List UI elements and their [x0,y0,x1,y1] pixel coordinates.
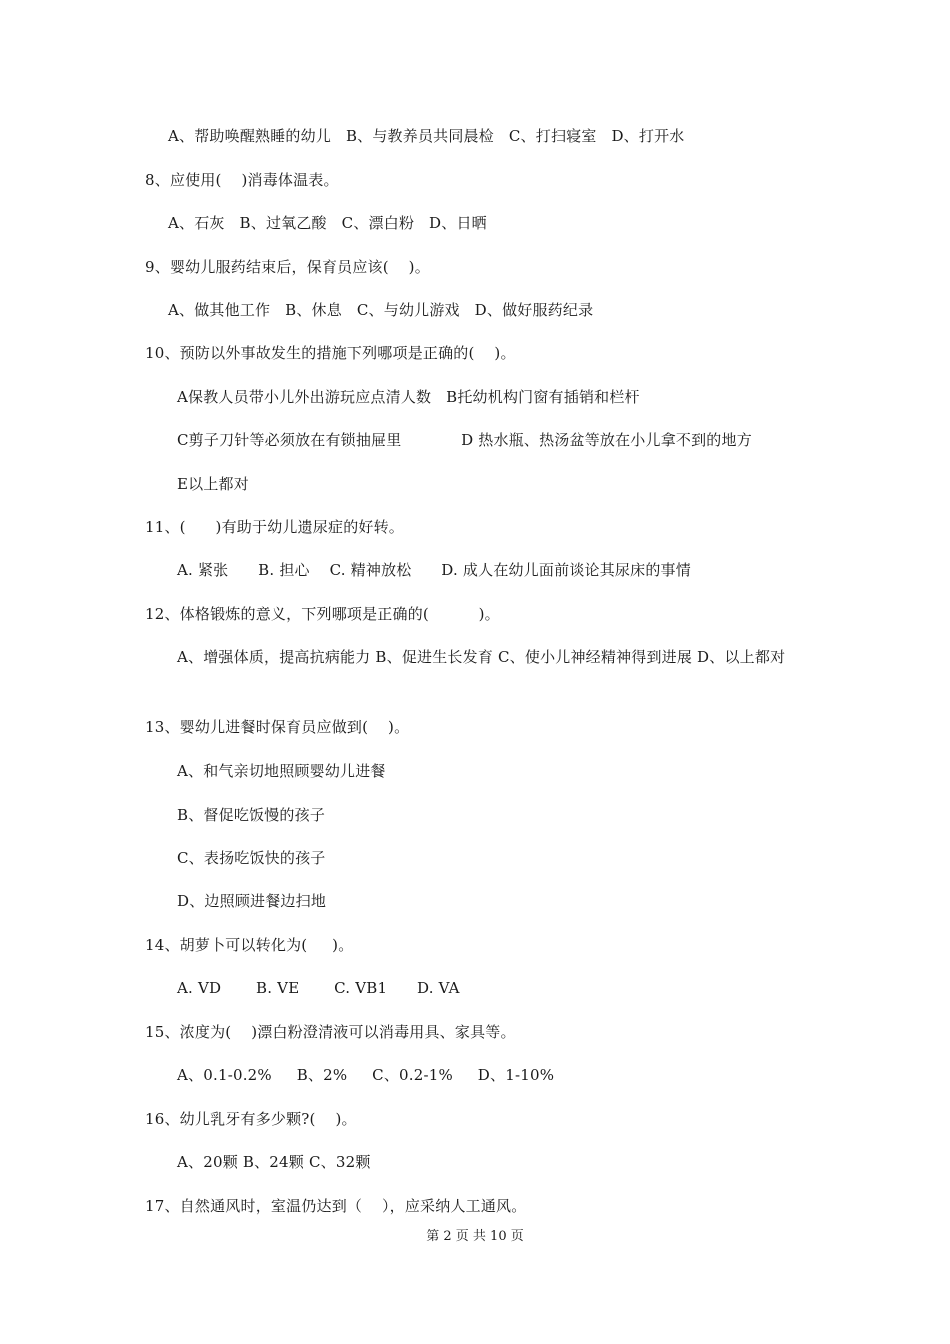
question-12: 12、体格锻炼的意义，下列哪项是正确的( )。 [145,605,500,623]
q8-options: A、石灰 B、过氧乙酸 C、漂白粉 D、日晒 [168,214,487,232]
q12-options: A、增强体质，提高抗病能力 B、促进生长发育 C、使小儿神经精神得到进展 D、以上都对 [177,648,786,666]
q15-options: A、0.1-0.2% B、2% C、0.2-1% D、1-10% [177,1066,555,1084]
q16-options: A、20颗 B、24颗 C、32颗 [177,1153,371,1171]
question-13: 13、婴幼儿进餐时保育员应做到( )。 [145,718,410,736]
question-14: 14、胡萝卜可以转化为( )。 [145,936,354,954]
question-17: 17、自然通风时，室温仍达到（ ），应采纳人工通风。 [145,1197,527,1215]
question-16: 16、幼儿乳牙有多少颗?( )。 [145,1110,357,1128]
question-9: 9、婴幼儿服药结束后，保育员应该( )。 [145,258,430,276]
q13-option-d: D、边照顾进餐边扫地 [177,892,327,910]
q14-options: A. VD B. VE C. VB1 D. VA [177,979,460,997]
q13-option-c: C、表扬吃饭快的孩子 [177,849,326,867]
q10-options-ab: A保教人员带小儿外出游玩应点清人数 B托幼机构门窗有插销和栏杆 [177,388,640,406]
q13-option-b: B、督促吃饭慢的孩子 [177,806,326,824]
question-10: 10、预防以外事故发生的措施下列哪项是正确的( )。 [145,344,516,362]
question-8: 8、应使用( )消毒体温表。 [145,171,339,189]
q13-option-a: A、和气亲切地照顾婴幼儿进餐 [177,762,386,780]
page-footer: 第 2 页 共 10 页 [426,1229,524,1244]
q11-options: A. 紧张 B. 担心 C. 精神放松 D. 成人在幼儿面前谈论其尿床的事情 [177,561,691,579]
q10-options-cd: C剪子刀针等必须放在有锁抽屉里 D 热水瓶、热汤盆等放在小儿拿不到的地方 [177,431,752,449]
question-15: 15、浓度为( )漂白粉澄清液可以消毒用具、家具等。 [145,1023,516,1041]
q9-options: A、做其他工作 B、休息 C、与幼儿游戏 D、做好服药纪录 [168,301,594,319]
q7-options: A、帮助唤醒熟睡的幼儿 B、与教养员共同晨检 C、打扫寝室 D、打开水 [168,127,685,145]
q10-option-e: E以上都对 [177,475,249,493]
question-11: 11、( )有助于幼儿遗尿症的好转。 [145,518,405,536]
